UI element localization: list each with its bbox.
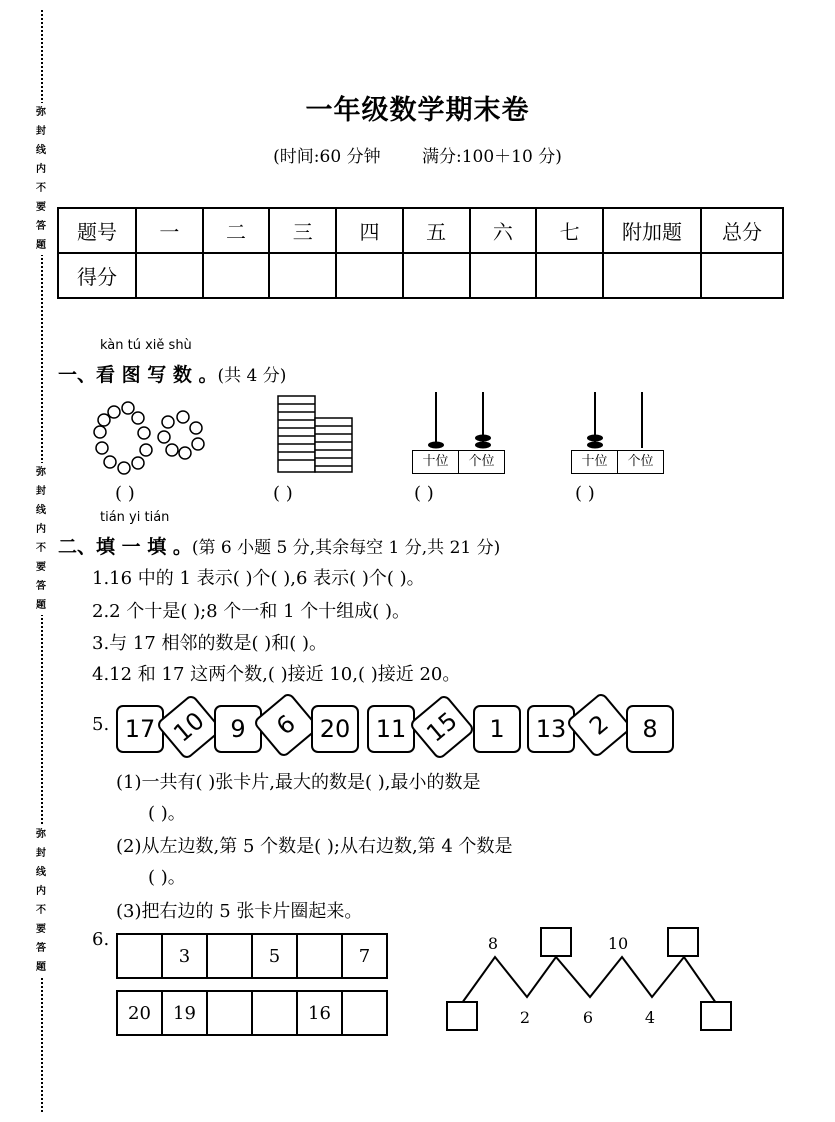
exam-info: [0, 142, 835, 167]
grid-cell[interactable]: 5: [252, 934, 297, 978]
blank-box[interactable]: [701, 1002, 731, 1030]
answer-blank-3[interactable]: ( ): [414, 483, 434, 504]
header-cell: 五: [403, 208, 470, 253]
question-2: 2.2 个十是( );8 个一和 1 个十组成( )。: [92, 601, 411, 622]
zigzag-number: 2: [519, 1008, 531, 1027]
question-5-1: (1)一共有( )张卡片,最大的数是( ),最小的数是: [116, 772, 481, 793]
score-cell[interactable]: [203, 253, 270, 298]
section1-pinyin: kàn tú xiě shù: [100, 338, 192, 353]
stick-bundles-figure: [276, 394, 356, 474]
seal-notice-2: 弥 封 线 内 不 要 答 题: [33, 463, 49, 615]
number-card[interactable]: 15: [408, 693, 476, 761]
zigzag-number: 8: [487, 934, 499, 953]
exam-full-score: 满分:100＋10 分): [421, 147, 562, 167]
section2-heading: 二、填 一 填 。(第 6 小题 5 分,其余每空 1 分,共 21 分): [58, 536, 501, 558]
row-label: 得分: [58, 253, 136, 298]
header-cell: 题号: [58, 208, 136, 253]
question-5-2: (2)从左边数,第 5 个数是( );从右边数,第 4 个数是: [116, 836, 513, 857]
grid-cell[interactable]: [207, 991, 252, 1035]
tens-label: 十位: [571, 450, 618, 474]
score-cell[interactable]: [269, 253, 336, 298]
number-card[interactable]: 6: [252, 691, 320, 759]
header-cell: 二: [203, 208, 270, 253]
number-card[interactable]: 20: [311, 705, 359, 753]
section2-pinyin: tián yi tián: [100, 510, 170, 525]
blank-box[interactable]: [541, 928, 571, 956]
number-grid-1: [116, 933, 388, 979]
number-card[interactable]: 1: [473, 705, 521, 753]
grid-cell[interactable]: [342, 991, 387, 1035]
number-card[interactable]: 13: [527, 705, 575, 753]
grid-cell[interactable]: [207, 934, 252, 978]
answer-blank-4[interactable]: ( ): [575, 483, 595, 504]
blank-box[interactable]: [447, 1002, 477, 1030]
bead-circles-figure: [88, 400, 210, 480]
number-card[interactable]: 8: [626, 705, 674, 753]
score-cell[interactable]: [603, 253, 701, 298]
ones-label: 个位: [458, 450, 505, 474]
seal-notice-3: 弥 封 线 内 不 要 答 题: [33, 825, 49, 977]
section1-heading: 一、看 图 写 数 。(共 4 分): [58, 364, 287, 386]
question-5-1-cont: ( )。: [148, 803, 186, 824]
abacus-2: [571, 390, 667, 474]
zigzag-puzzle: [440, 925, 740, 1035]
score-cell[interactable]: [536, 253, 603, 298]
question-6-label: 6.: [92, 929, 110, 950]
number-card[interactable]: 10: [155, 693, 223, 761]
grid-cell[interactable]: 19: [162, 991, 207, 1035]
grid-cell[interactable]: 7: [342, 934, 387, 978]
question-4: 4.12 和 17 这两个数,( )接近 10,( )接近 20。: [92, 664, 461, 685]
grid-cell[interactable]: 3: [162, 934, 207, 978]
score-cell[interactable]: [403, 253, 470, 298]
grid-cell[interactable]: [117, 934, 162, 978]
zigzag-number: 10: [607, 934, 629, 953]
zigzag-number: 4: [644, 1008, 656, 1027]
grid-cell[interactable]: 20: [117, 991, 162, 1035]
question-5-2-cont: ( )。: [148, 867, 186, 888]
page-title: 一年级数学期末卷: [305, 95, 530, 126]
grid-cell[interactable]: [252, 991, 297, 1035]
seal-notice-1: 弥 封 线 内 不 要 答 题: [33, 103, 49, 255]
answer-blank-1[interactable]: ( ): [115, 483, 135, 504]
number-card[interactable]: 2: [565, 691, 633, 759]
number-grid-2: [116, 990, 388, 1036]
zigzag-number: 6: [582, 1008, 594, 1027]
header-cell: 总分: [701, 208, 783, 253]
score-cell[interactable]: [701, 253, 783, 298]
score-table: [57, 207, 784, 299]
blank-box[interactable]: [668, 928, 698, 956]
header-cell: 四: [336, 208, 403, 253]
grid-cell[interactable]: 16: [297, 991, 342, 1035]
grid-cell[interactable]: [297, 934, 342, 978]
header-cell: 三: [269, 208, 336, 253]
question-1: 1.16 中的 1 表示( )个( ),6 表示( )个( )。: [92, 568, 425, 589]
number-card[interactable]: 17: [116, 705, 164, 753]
score-table-row: [58, 253, 783, 298]
question-3: 3.与 17 相邻的数是( )和( )。: [92, 633, 328, 654]
header-cell: 附加题: [603, 208, 701, 253]
exam-time: (时间:60 分钟: [273, 147, 381, 167]
header-cell: 一: [136, 208, 203, 253]
header-cell: 七: [536, 208, 603, 253]
header-cell: 六: [470, 208, 537, 253]
ones-label: 个位: [617, 450, 664, 474]
question-5-3: (3)把右边的 5 张卡片圈起来。: [116, 901, 363, 922]
score-cell[interactable]: [336, 253, 403, 298]
abacus-1: [412, 390, 508, 474]
score-cell[interactable]: [470, 253, 537, 298]
number-card[interactable]: 9: [214, 705, 262, 753]
question-5-label: 5.: [92, 714, 110, 735]
score-table-header: [58, 208, 783, 253]
answer-blank-2[interactable]: ( ): [273, 483, 293, 504]
number-card[interactable]: 11: [367, 705, 415, 753]
tens-label: 十位: [412, 450, 459, 474]
score-cell[interactable]: [136, 253, 203, 298]
